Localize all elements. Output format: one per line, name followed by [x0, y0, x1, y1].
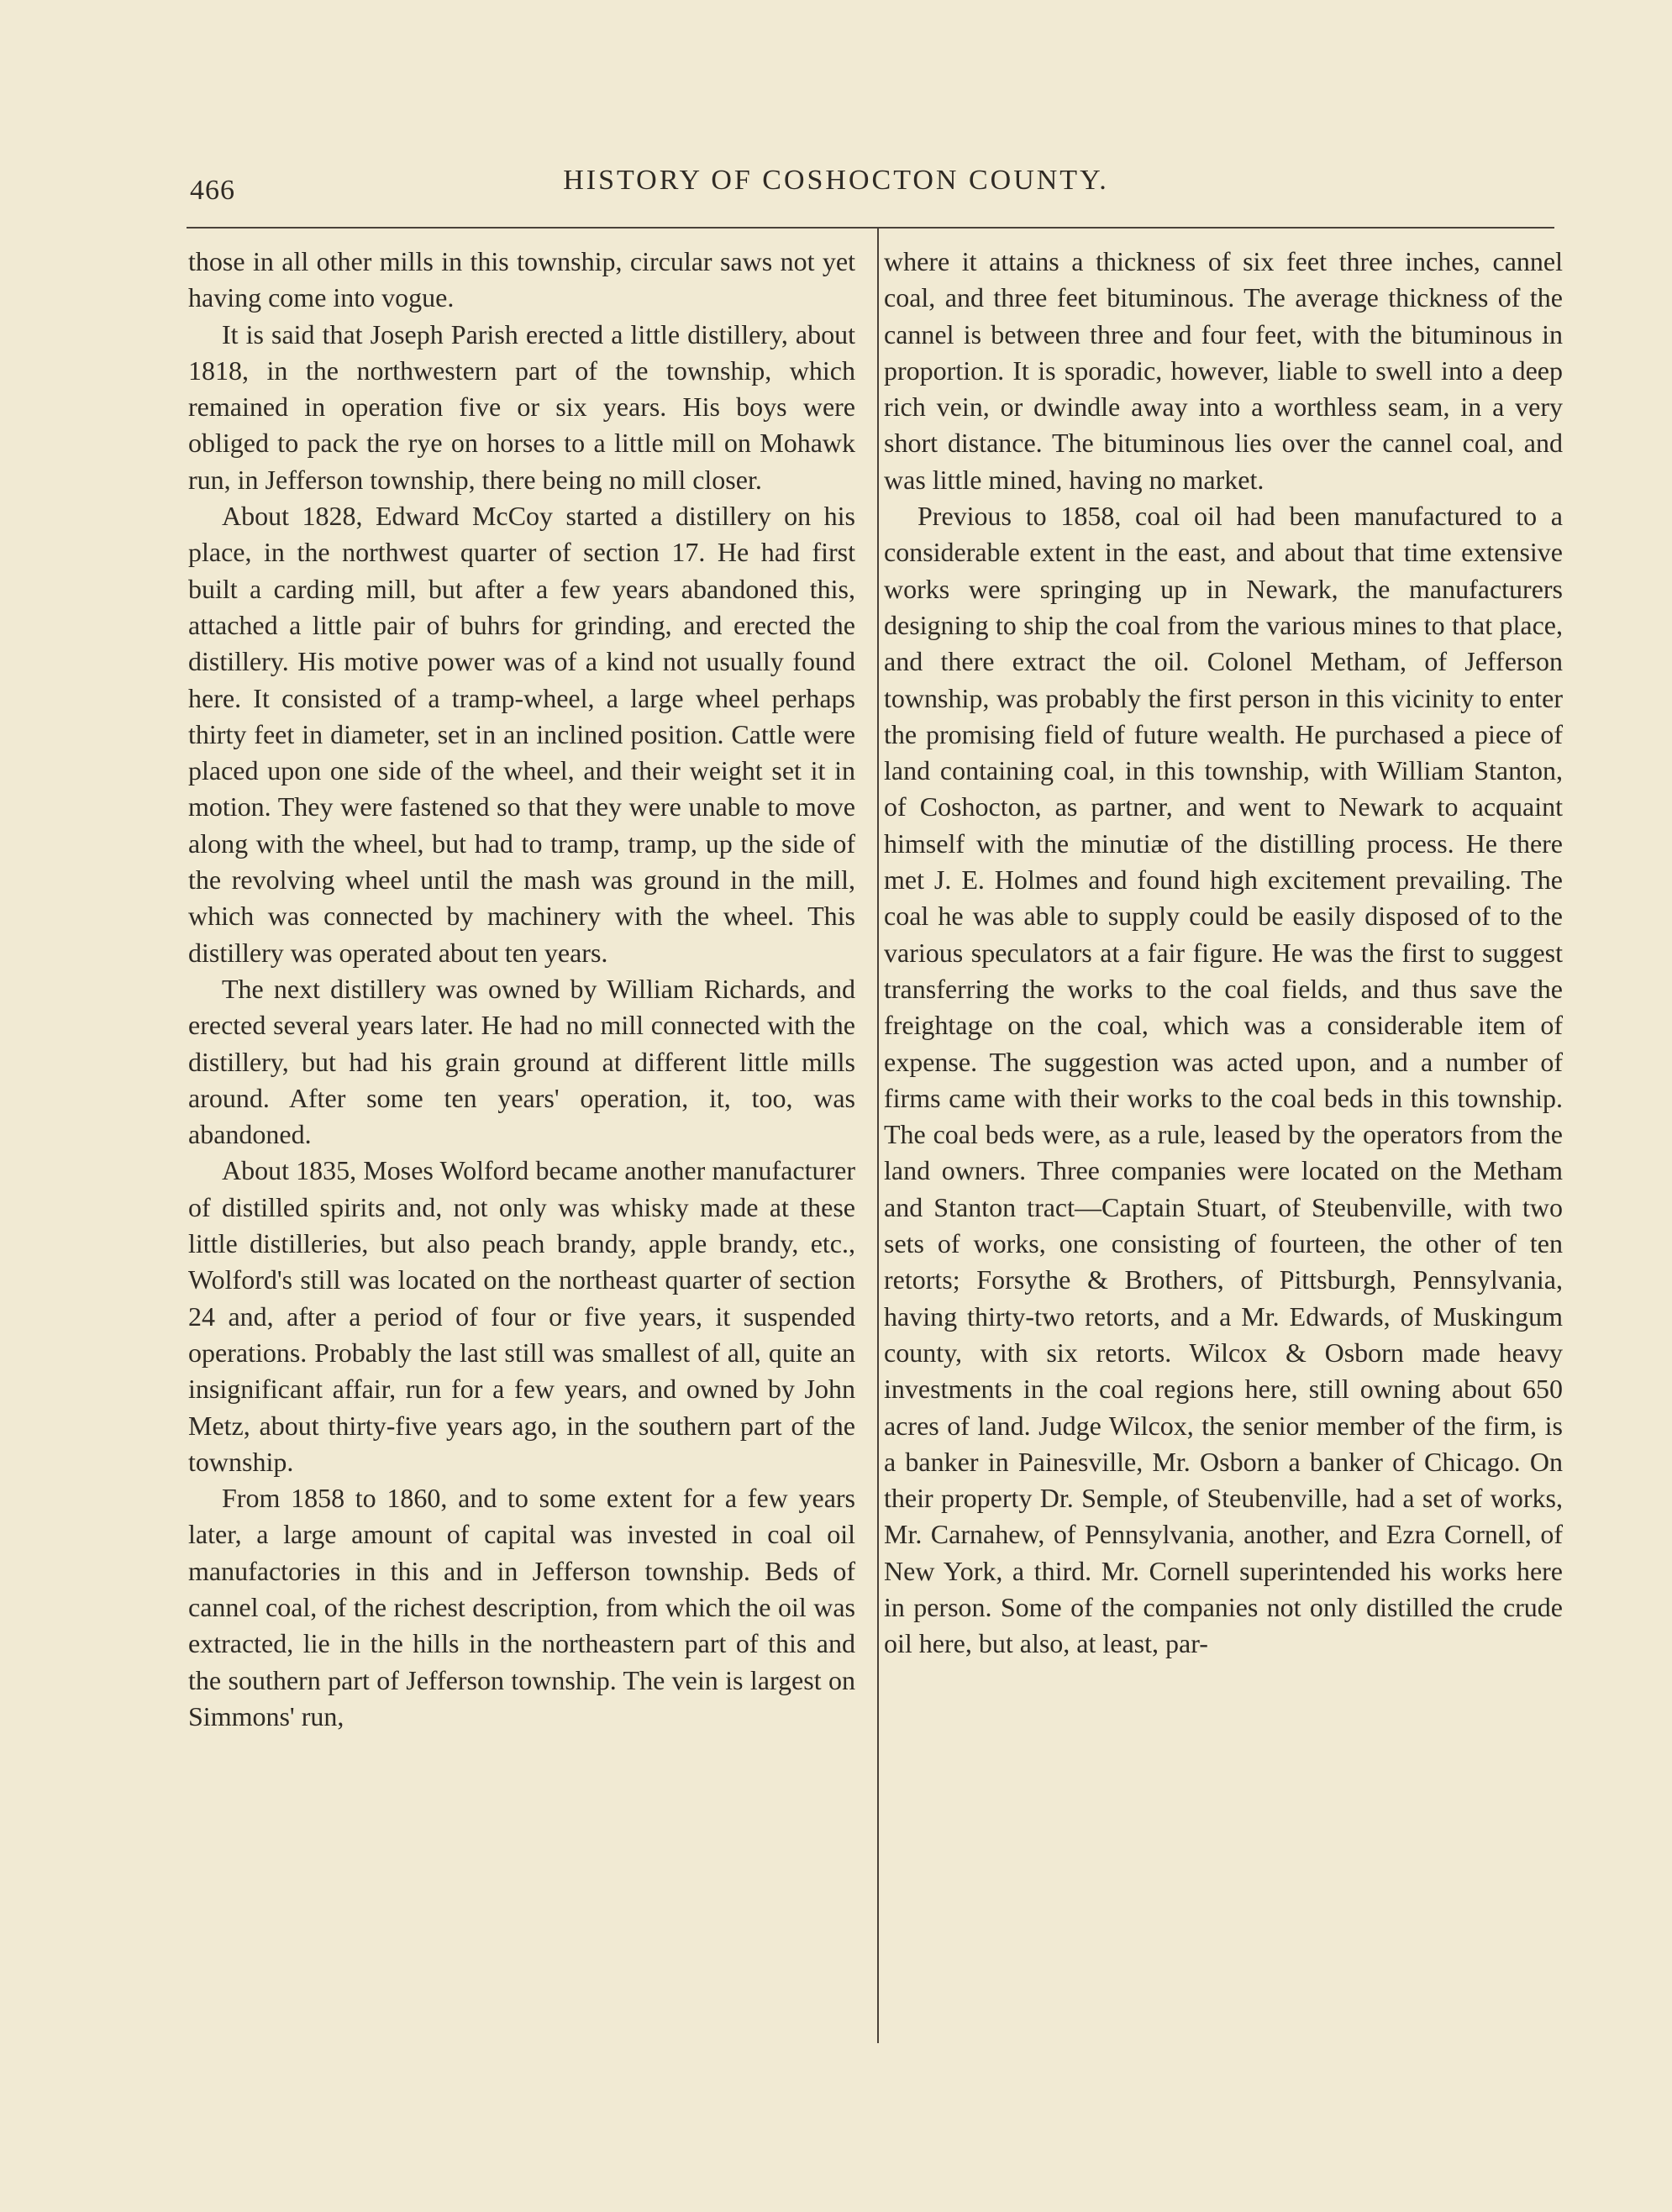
paragraph: Previous to 1858, coal oil had been manufactured to a considerable extent in the east, and about that time extensive works were springing up in Newark, the manufacturers designing to ship the coal from the various mines to that place, and there extract the oil. Colonel Metham, of Jefferson township, was probably the first person in this vicinity to enter the promising field of future wealth. He purchased a piece of land containing coal, in this township, with William Stanton, of Coshocton, as partner, and went to Newark to acquaint himself with the minutiæ of the distilling process. He there met J. E. Holmes and found high excitement prevailing. The coal he was able to supply could be easily disposed of to the various speculators at a fair figure. He was the first to suggest transferring the works to the coal fields, and thus save the freightage on the coal, which was a considerable item of expense. The suggestion was acted upon, and a number of firms came with their works to the coal beds in this township. The coal beds were, as a rule, leased by the operators from the land owners. Three companies were located on the Metham and Stanton tract—Captain Stuart, of Steubenville, with two sets of works, one consisting of fourteen, the other of ten retorts; Forsythe & Brothers, of Pittsburgh, Pennsylvania, having thirty-two retorts, and a Mr. Edwards, of Muskingum county, with six retorts. Wilcox & Osborn made heavy investments in the coal regions here, still owning about 650 acres of land. Judge Wilcox, the senior member of the firm, is a banker in Painesville, Mr. Osborn a banker of Chicago. On their property Dr. Semple, of Steubenville, had a set of works, Mr. Carnahew, of Pennsylvania, another, and Ezra Cornell, of New York, a third. Mr. Cornell superintended his works here in person. Some of the companies not only distilled the crude oil here, but also, at least, par- [884, 501, 1563, 1659]
paragraph: It is said that Joseph Parish erected a little distillery, about 1818, in the northwestern part of the township, which remained in operation five or six years. His boys were obliged to pack the rye on horses to a little mill on Mohawk run, in Jefferson township, there being no mill closer. [188, 318, 855, 495]
paragraph: where it attains a thickness of six feet three inches, cannel coal, and three feet bituminous. The average thickness of the cannel is between three and four feet, with the bituminous in proportion. It is sporadic, however, liable to swell into a deep rich vein, or dwindle away into a worthless seam, in a very short distance. The bituminous lies over the cannel coal, and was little mined, having no market. [884, 246, 1563, 495]
left-column [188, 244, 855, 1735]
running-head-title: HISTORY OF COSHOCTON COUNTY. [563, 165, 1109, 196]
page-number: 466 [190, 175, 235, 206]
paragraph: From 1858 to 1860, and to some extent for a few years later, a large amount of capital was invested in coal oil manufactories in this and in Jefferson township. Beds of cannel coal, of the richest description, from which the oil was extracted, lie in the hills in the northeastern part of this and the southern part of Jefferson township. The vein is largest on Simmons' run, [188, 1483, 855, 1731]
paragraph: The next distillery was owned by William Richards, and erected several years later. He had no mill connected with the distillery, but had his grain ground at different little mills around. After some ten years' operation, it, too, was abandoned. [188, 973, 855, 1150]
right-column [884, 244, 1563, 1663]
paragraph: About 1835, Moses Wolford became another manufacturer of distilled spirits and, not only was whisky made at these little distilleries, but also peach brandy, apple brandy, etc., Wolford's still was located on the northeast quarter of section 24 and, after a period of four or five years, it suspended operations. Probably the last still was smallest of all, quite an insignificant affair, run for a few years, and owned by John Metz, about thirty-five years ago, in the southern part of the township. [188, 1155, 855, 1477]
paragraph: About 1828, Edward McCoy started a distillery on his place, in the northwest quarter of section 17. He had first built a carding mill, but after a few years abandoned this, attached a little pair of buhrs for grinding, and erected the distillery. His motive power was of a kind not usually found here. It consisted of a tramp-wheel, a large wheel perhaps thirty feet in diameter, set in an inclined position. Cattle were placed upon one side of the wheel, and their weight set it in motion. They were fastened so that they were unable to move along with the wheel, but had to tramp, tramp, up the side of the revolving wheel until the mash was ground in the mill, which was connected by machinery with the wheel. This distillery was operated about ten years. [188, 501, 855, 968]
column-divider [877, 229, 879, 2043]
paragraph: those in all other mills in this township, circular saws not yet having come into vogue. [188, 246, 855, 313]
header-rule [187, 227, 1554, 229]
